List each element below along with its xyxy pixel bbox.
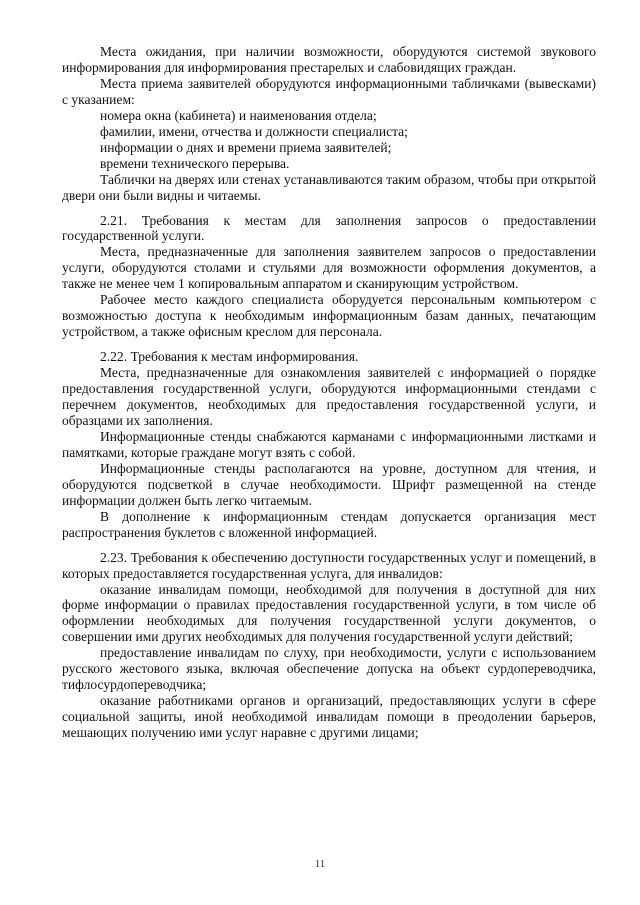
paragraph: 2.23. Требования к обеспечению доступности государственных услуг и помещений, в которых предоставляется государственная услуга, для инвалидов: xyxy=(62,549,596,581)
paragraph: предоставление инвалидам по слуху, при необходимости, услуги с использованием русского жестового языка, включая обеспечение допуска на объект сурдопереводчика, тифлосурдопереводчика; xyxy=(62,645,596,693)
paragraph: Места, предназначенные для ознакомления заявителей с информацией о порядке предоставления государственной услуги, оборудуются информационными стендами с перечнем документов, необходимых для предоставления государственной услуги, и образцами их заполнения. xyxy=(62,365,596,428)
paragraph: Места ожидания, при наличии возможности, оборудуются системой звукового информирования для информирования престарелых и слабовидящих граждан. xyxy=(62,44,596,75)
paragraph: Места, предназначенные для заполнения заявителем запросов о предоставлении услуги, оборудуются столами и стульями для возможности оформления документов, а также не менее чем 1 копировальным аппаратом и сканирующим устройством. xyxy=(62,244,596,292)
paragraph: оказание инвалидам помощи, необходимой для получения в доступной для них форме информации о правилах предоставления государственной услуги, в том числе об оформлении необходимых для получения государственной услуги документов, о совершении ими других необходимых для получения государственной услуги действий; xyxy=(62,581,596,645)
list-item: номера окна (кабинета) и наименования отдела; xyxy=(100,107,377,123)
paragraph: Информационные стенды располагаются на уровне, доступном для чтения, и оборудуются подсветкой в случае необходимости. Шрифт размещенной на стенде информации должен быть легко читаемым. xyxy=(62,460,596,508)
list-item: информации о днях и времени приема заявителей; xyxy=(100,139,392,155)
paragraph: 2.21. Требования к местам для заполнения запросов о предоставлении государственной услуги. xyxy=(62,212,596,244)
list-item: времени технического перерыва. xyxy=(100,155,290,171)
paragraph: Информационные стенды снабжаются карманами с информационными листками и памятками, которые граждане могут взять с собой. xyxy=(62,428,596,460)
paragraph: Места приема заявителей оборудуются информационными табличками (вывесками) с указанием: xyxy=(62,75,596,107)
paragraph: В дополнение к информационным стендам допускается организация мест распространения буклетов с вложенной информацией. xyxy=(62,508,596,540)
list-item: фамилии, имени, отчества и должности специалиста; xyxy=(100,123,408,139)
paragraph: оказание работниками органов и организаций, предоставляющих услуги в сфере социальной защиты, иной необходимой инвалидам помощи в преодолении барьеров, мешающих получению ими услуг наравне с другими лицами; xyxy=(62,693,596,741)
paragraph: Рабочее место каждого специалиста оборудуется персональным компьютером с возможностью доступа к необходимым информационным базам данных, печатающим устройством, а также офисным креслом для персонала. xyxy=(62,292,596,340)
paragraph: 2.22. Требования к местам информирования. xyxy=(100,349,359,365)
paragraph: Таблички на дверях или стенах устанавливаются таким образом, чтобы при открытой двери они были видны и читаемы. xyxy=(62,171,596,203)
page-number: 11 xyxy=(314,858,326,870)
document-body xyxy=(62,44,596,741)
